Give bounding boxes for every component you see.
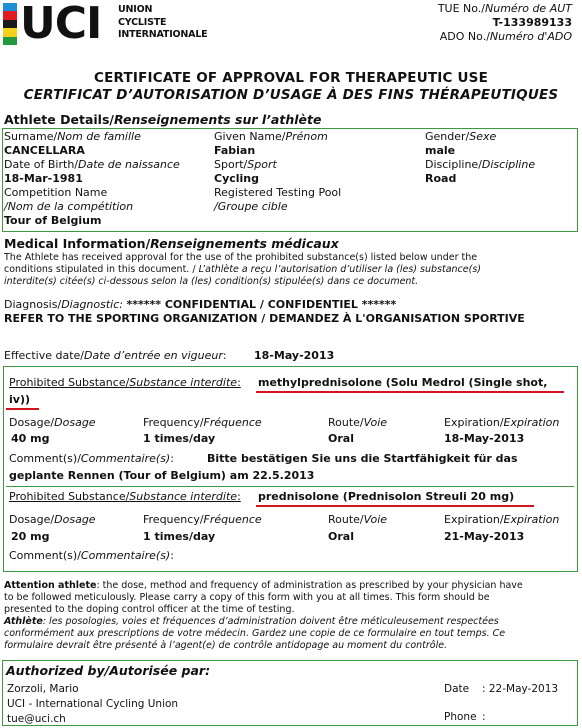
tue-number-label: TUE No./Numéro de AUT bbox=[437, 2, 572, 15]
substance-1-frequency: 1 times/day bbox=[143, 432, 216, 445]
logo-stripe-yellow bbox=[3, 28, 17, 36]
logo-stripe-green bbox=[3, 37, 17, 45]
dosage-label-2: Dosage/Dosage bbox=[9, 513, 96, 526]
authorizer-email: tue@uci.ch bbox=[7, 713, 66, 725]
substance-1-comment-cont: geplante Rennen (Tour of Belgium) am 22.5.2013 bbox=[9, 469, 315, 482]
date-value: : 22-May-2013 bbox=[482, 683, 559, 695]
attention-athlete-notice: Attention athlete: the dose, method and frequency of administration as prescribed by your physician have to be followed meticulously. Please carry a copy of this form with you at all times. This form should be presented to the doping control officer at the time of testing. Athlète: les posologies, voies et fréquences d’administration doivent être méticuleusement respectées conformément aux prescriptions de votre médecin. Gardez une copie de ce formulaire en tout temps. Ce formulaire devrait être présenté à l’agent(e) de contrôle antidopage au moment du contrôle. bbox=[4, 580, 523, 651]
authorized-heading: Authorized by/Autorisée par: bbox=[6, 663, 211, 678]
given-name-value: Fabian bbox=[214, 144, 256, 157]
phone-label: Phone bbox=[444, 711, 477, 723]
substance-2-name: prednisolone (Prednisolon Streuli 20 mg) bbox=[258, 490, 515, 503]
route-label-2: Route/Voie bbox=[328, 513, 388, 526]
uci-logo-stripes bbox=[3, 3, 17, 45]
medical-info-heading: Medical Information/Renseignements médicaux bbox=[4, 236, 339, 251]
substance-1-expiration: 18-May-2013 bbox=[444, 432, 525, 445]
substance-1-dosage: 40 mg bbox=[11, 432, 50, 445]
surname-value: CANCELLARA bbox=[4, 144, 85, 157]
certificate-title-fr: CERTIFICAT D’AUTORISATION D’USAGE À DES FINS THÉRAPEUTIQUES bbox=[23, 87, 559, 103]
dosage-label-1: Dosage/Dosage bbox=[9, 416, 96, 429]
substance-divider bbox=[6, 486, 574, 487]
uci-logo-subtitle: UNION CYCLISTE INTERNATIONALE bbox=[118, 4, 208, 40]
athlete-details-heading: Athlete Details/Renseignements sur l’athlète bbox=[4, 112, 322, 127]
competition-label: Competition Name /Nom de la compétition bbox=[4, 186, 134, 213]
medical-intro: The Athlete has received approval for the use of the prohibited substance(s) listed below under the conditions stipulated in this document. / L’athlète a reçu l’autorisation d’utiliser la (les) substance(s) interdite(s) citée(s) ci-dessous selon la (les) condition(s) stipulée(s) dans ce document. bbox=[4, 252, 481, 287]
sport-value: Cycling bbox=[214, 172, 260, 185]
authorizer-name: Zorzoli, Mario bbox=[7, 683, 79, 695]
comment-label-1: Comment(s)/Commentaire(s): bbox=[9, 452, 174, 465]
substance-1-comment: Bitte bestätigen Sie uns die Startfähigkeit für das bbox=[207, 452, 518, 465]
prohibited-substance-label-2: Prohibited Substance/Substance interdite: bbox=[9, 490, 241, 503]
substance-1-underline-a bbox=[256, 391, 564, 393]
date-label: Date bbox=[444, 683, 470, 695]
testing-pool-label: Registered Testing Pool /Groupe cible bbox=[214, 186, 342, 213]
expiration-label-2: Expiration/Expiration bbox=[444, 513, 560, 526]
uci-logo-word: UCI bbox=[20, 0, 102, 49]
certificate-title-en: CERTIFICATE OF APPROVAL FOR THERAPEUTIC USE bbox=[93, 70, 489, 86]
frequency-label-1: Frequency/Fréquence bbox=[143, 416, 262, 429]
gender-label: Gender/Sexe bbox=[425, 130, 497, 143]
substance-1-route: Oral bbox=[328, 432, 354, 445]
gender-value: male bbox=[425, 144, 456, 157]
comment-label-2: Comment(s)/Commentaire(s): bbox=[9, 549, 174, 562]
prohibited-substance-label-1: Prohibited Substance/Substance interdite: bbox=[9, 376, 241, 389]
logo-stripe-red bbox=[3, 11, 17, 19]
substance-1-name-cont: iv)) bbox=[9, 393, 30, 406]
discipline-label: Discipline/Discipline bbox=[425, 158, 536, 171]
frequency-label-2: Frequency/Fréquence bbox=[143, 513, 262, 526]
substance-2-expiration: 21-May-2013 bbox=[444, 530, 525, 543]
tue-number: T-133989133 bbox=[492, 16, 572, 29]
substance-2-route: Oral bbox=[328, 530, 354, 543]
substance-2-dosage: 20 mg bbox=[11, 530, 50, 543]
substance-1-name: methylprednisolone (Solu Medrol (Single shot, bbox=[258, 376, 548, 389]
route-label-1: Route/Voie bbox=[328, 416, 388, 429]
logo-stripe-blue bbox=[3, 3, 17, 11]
surname-label: Surname/Nom de famille bbox=[4, 130, 141, 143]
substance-2-frequency: 1 times/day bbox=[143, 530, 216, 543]
refer-to-organization: REFER TO THE SPORTING ORGANIZATION / DEMANDEZ À L'ORGANISATION SPORTIVE bbox=[4, 312, 525, 325]
competition-value: Tour of Belgium bbox=[4, 214, 102, 227]
discipline-value: Road bbox=[425, 172, 457, 185]
effective-date-label: Effective date/Date d’entrée en vigueur: bbox=[4, 349, 227, 362]
sport-label: Sport/Sport bbox=[214, 158, 277, 171]
dob-label: Date of Birth/Date de naissance bbox=[4, 158, 180, 171]
diagnosis-line: Diagnosis/Diagnostic: ****** CONFIDENTIAL / CONFIDENTIEL ****** bbox=[4, 298, 397, 311]
authorizer-org: UCI - International Cycling Union bbox=[7, 698, 179, 710]
dob-value: 18-Mar-1981 bbox=[4, 172, 83, 185]
substance-1-underline-b bbox=[6, 408, 39, 410]
substance-2-underline bbox=[256, 505, 534, 507]
logo-stripe-black bbox=[3, 20, 17, 28]
phone-value: : bbox=[482, 711, 486, 723]
expiration-label-1: Expiration/Expiration bbox=[444, 416, 560, 429]
given-name-label: Given Name/Prénom bbox=[214, 130, 328, 143]
ado-number-label: ADO No./Numéro d'ADO bbox=[439, 30, 572, 43]
effective-date-value: 18-May-2013 bbox=[254, 349, 335, 362]
